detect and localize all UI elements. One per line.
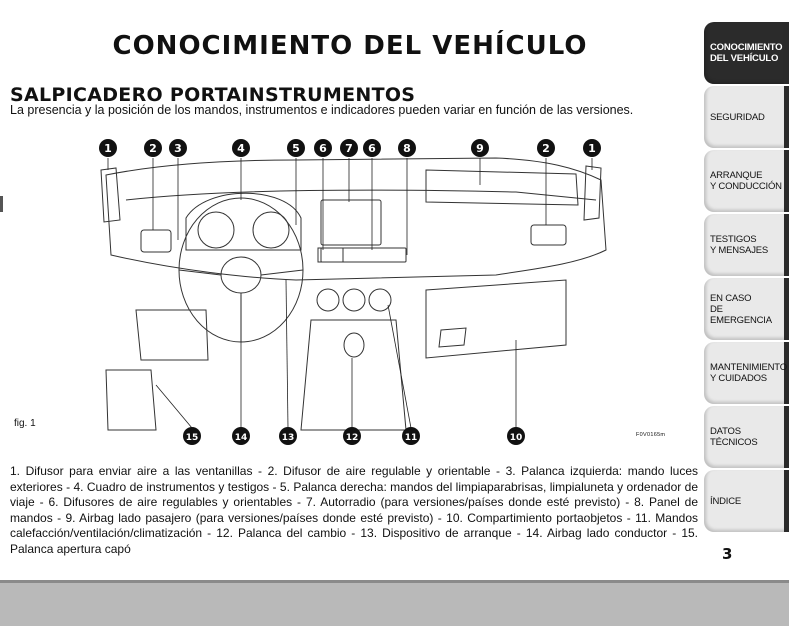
tab-testigos[interactable] [704,214,789,276]
tab-datos-tecnicos[interactable] [704,406,789,468]
control-panel-strip [321,248,406,262]
tab-label: MANTENIMIENTO Y CUIDADOS [710,362,787,384]
figure-code: F0V0165m [636,432,666,438]
callout-marker [144,139,162,157]
page-edge-mark [0,196,3,212]
tab-label: ÍNDICE [710,495,741,507]
callout-marker [343,427,361,445]
callout-marker [287,139,305,157]
callout-number: 3 [174,142,182,155]
section-title: SALPICADERO PORTAINSTRUMENTOS [10,83,416,106]
climate-knob-right [369,289,391,311]
callout-marker [183,427,201,445]
tab-label: CONOCIMIENTO DEL VEHÍCULO [710,42,783,64]
callout-number: 1 [588,142,596,155]
center-vents [318,248,343,262]
callout-number: 8 [403,142,411,155]
callout-marker [169,139,187,157]
callout-marker [363,139,381,157]
bottom-callouts [183,427,525,445]
callout-marker [99,139,117,157]
left-window-vent [101,168,120,222]
tab-arranque[interactable] [704,150,789,212]
scan-seam [0,580,789,583]
glovebox-handle [439,328,466,347]
center-tunnel [301,320,406,430]
callout-number: 5 [292,142,300,155]
callout-marker [340,139,358,157]
tab-seguridad[interactable] [704,86,789,148]
hood-lever [106,370,156,430]
callout-marker [279,427,297,445]
chapter-tabs [704,22,789,534]
left-air-vent [141,230,171,252]
speedometer [198,212,234,248]
tab-label: TESTIGOS Y MENSAJES [710,234,769,256]
callout-number: 15 [185,433,199,443]
top-callouts [99,139,601,157]
leader-lines [108,158,592,428]
callout-number: 9 [476,142,484,155]
callout-number: 6 [319,142,327,155]
callout-marker [507,427,525,445]
callout-marker [583,139,601,157]
intro-text: La presencia y la posición de los mandos, instrumentos e indicadores pueden variar en función de las versiones. [10,103,634,117]
climate-knob-center [343,289,365,311]
tab-conocimiento[interactable] [704,22,789,84]
lower-dash-left [136,310,208,360]
callout-marker [232,427,250,445]
callout-number: 2 [542,142,550,155]
callout-number: 4 [237,142,245,155]
figure-caption: 1. Difusor para enviar aire a las ventanillas - 2. Difusor de aire regulable y orientable - 3. Palanca izquierda: mando luces exteriores - 4. Cuadro de instrumentos y testigos - 5. Palanca derecha: mandos del limpiaparabrisas, limpialuneta y ordenador de viaje - 6. Difusores de aire regulables y orientables - 7. Autorradio (para versiones/países donde esté previsto) - 8. Panel de mandos - 9. Airbag lado pasajero (para versiones/países donde esté previsto) - 10. Compartimiento portaobjetos - 11. Mandos calefacción/ventilación/climatización - 12. Palanca del cambio - 13. Dispositivo de arranque - 14. Airbag lado conductor - 15. Palanca apertura capó [10,464,698,556]
climate-knob-left [317,289,339,311]
tab-label: EN CASO DE EMERGENCIA [710,292,772,326]
callout-number: 11 [404,433,418,443]
callout-number: 14 [234,433,248,443]
callout-number: 2 [149,142,157,155]
callout-marker [314,139,332,157]
right-air-vent [531,225,566,245]
callout-number: 1 [104,142,112,155]
figure-label: fig. 1 [14,418,36,429]
dashboard-top-ridge [126,190,596,200]
callout-marker [537,139,555,157]
callout-marker [471,139,489,157]
page-number: 3 [722,545,733,563]
instrument-cluster [186,193,301,250]
callout-number: 6 [368,142,376,155]
callout-number: 10 [509,433,523,443]
page-title: CONOCIMIENTO DEL VEHÍCULO [112,31,588,62]
callout-marker [398,139,416,157]
tab-label: SEGURIDAD [710,111,765,123]
tab-label: DATOS TÉCNICOS [710,426,758,448]
scan-margin [0,580,789,626]
callout-marker [402,427,420,445]
dashboard-diagram [96,130,626,450]
callout-number: 12 [345,433,359,443]
tab-label: ARRANQUE Y CONDUCCIÓN [710,170,782,192]
tab-mantenimiento[interactable] [704,342,789,404]
callout-number: 13 [281,433,295,443]
passenger-airbag-cover [426,170,578,205]
callout-marker [232,139,250,157]
gear-knob [344,333,364,357]
callout-number: 7 [345,142,353,155]
tab-emergencia[interactable] [704,278,789,340]
tab-indice[interactable] [704,470,789,532]
